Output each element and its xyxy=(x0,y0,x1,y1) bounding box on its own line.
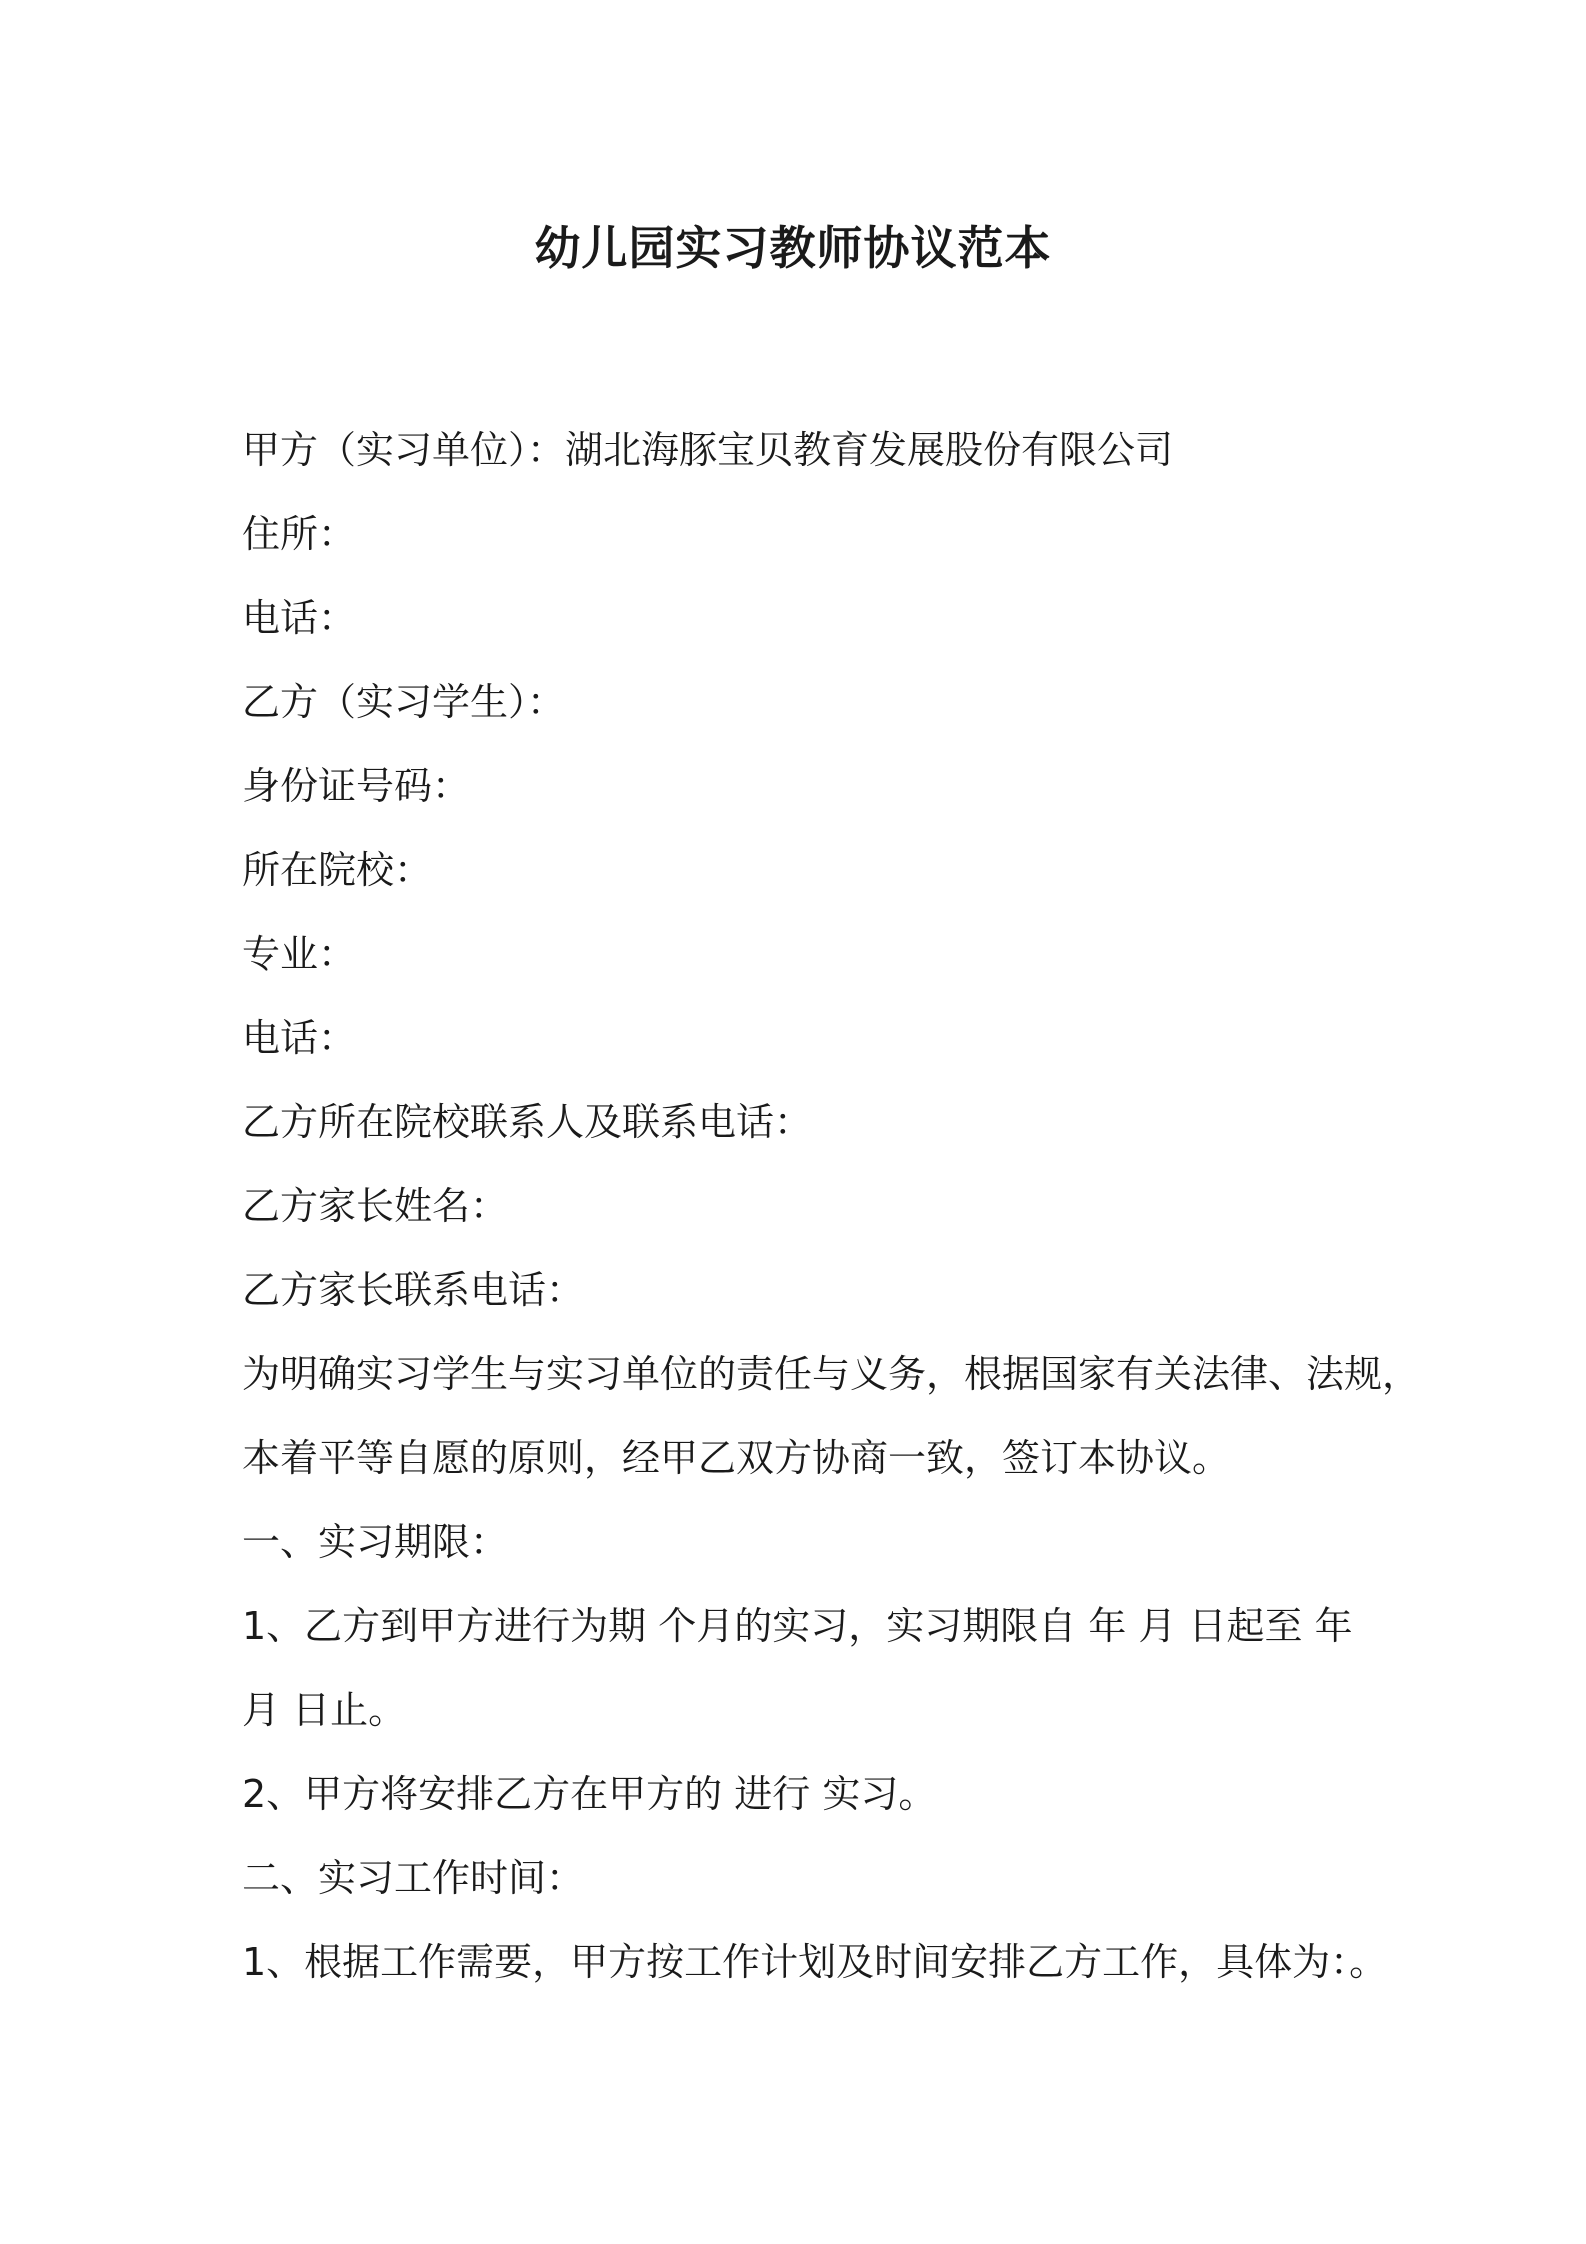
party-a-phone-line: 电话： xyxy=(242,596,357,640)
section-2-heading: 二、实习工作时间： xyxy=(242,1856,585,1900)
clause-2-1: 1、根据工作需要，甲方按工作计划及时间安排乙方工作，具体为：。 xyxy=(242,1940,1388,1984)
party-b-phone-line: 电话： xyxy=(242,1016,357,1060)
parent-phone-line: 乙方家长联系电话： xyxy=(242,1268,585,1312)
document-body xyxy=(242,408,1421,2004)
document-title: 幼儿园实习教师协议范本 xyxy=(534,221,1052,275)
preamble-line-2: 本着平等自愿的原则，经甲乙双方协商一致，签订本协议。 xyxy=(242,1436,1231,1480)
party-b-line: 乙方（实习学生）： xyxy=(242,680,566,724)
clause-1-1-line-1: 1、乙方到甲方进行为期 个月的实习，实习期限自 年 月 日起至 年 xyxy=(242,1604,1353,1648)
clause-1-1-line-2: 月 日止。 xyxy=(242,1688,407,1732)
party-a-address-line: 住所： xyxy=(242,512,357,556)
parent-name-line: 乙方家长姓名： xyxy=(242,1184,509,1228)
major-line: 专业： xyxy=(242,932,357,976)
id-number-line: 身份证号码： xyxy=(242,764,471,808)
party-a-line: 甲方（实习单位）：湖北海豚宝贝教育发展股份有限公司 xyxy=(242,428,1174,472)
section-1-heading: 一、实习期限： xyxy=(242,1520,509,1564)
clause-1-2: 2、甲方将安排乙方在甲方的 进行 实习。 xyxy=(242,1772,937,1816)
school-contact-line: 乙方所在院校联系人及联系电话： xyxy=(242,1100,813,1144)
school-line: 所在院校： xyxy=(242,848,433,892)
preamble-line-1: 为明确实习学生与实习单位的责任与义务，根据国家有关法律、法规， xyxy=(242,1352,1421,1396)
